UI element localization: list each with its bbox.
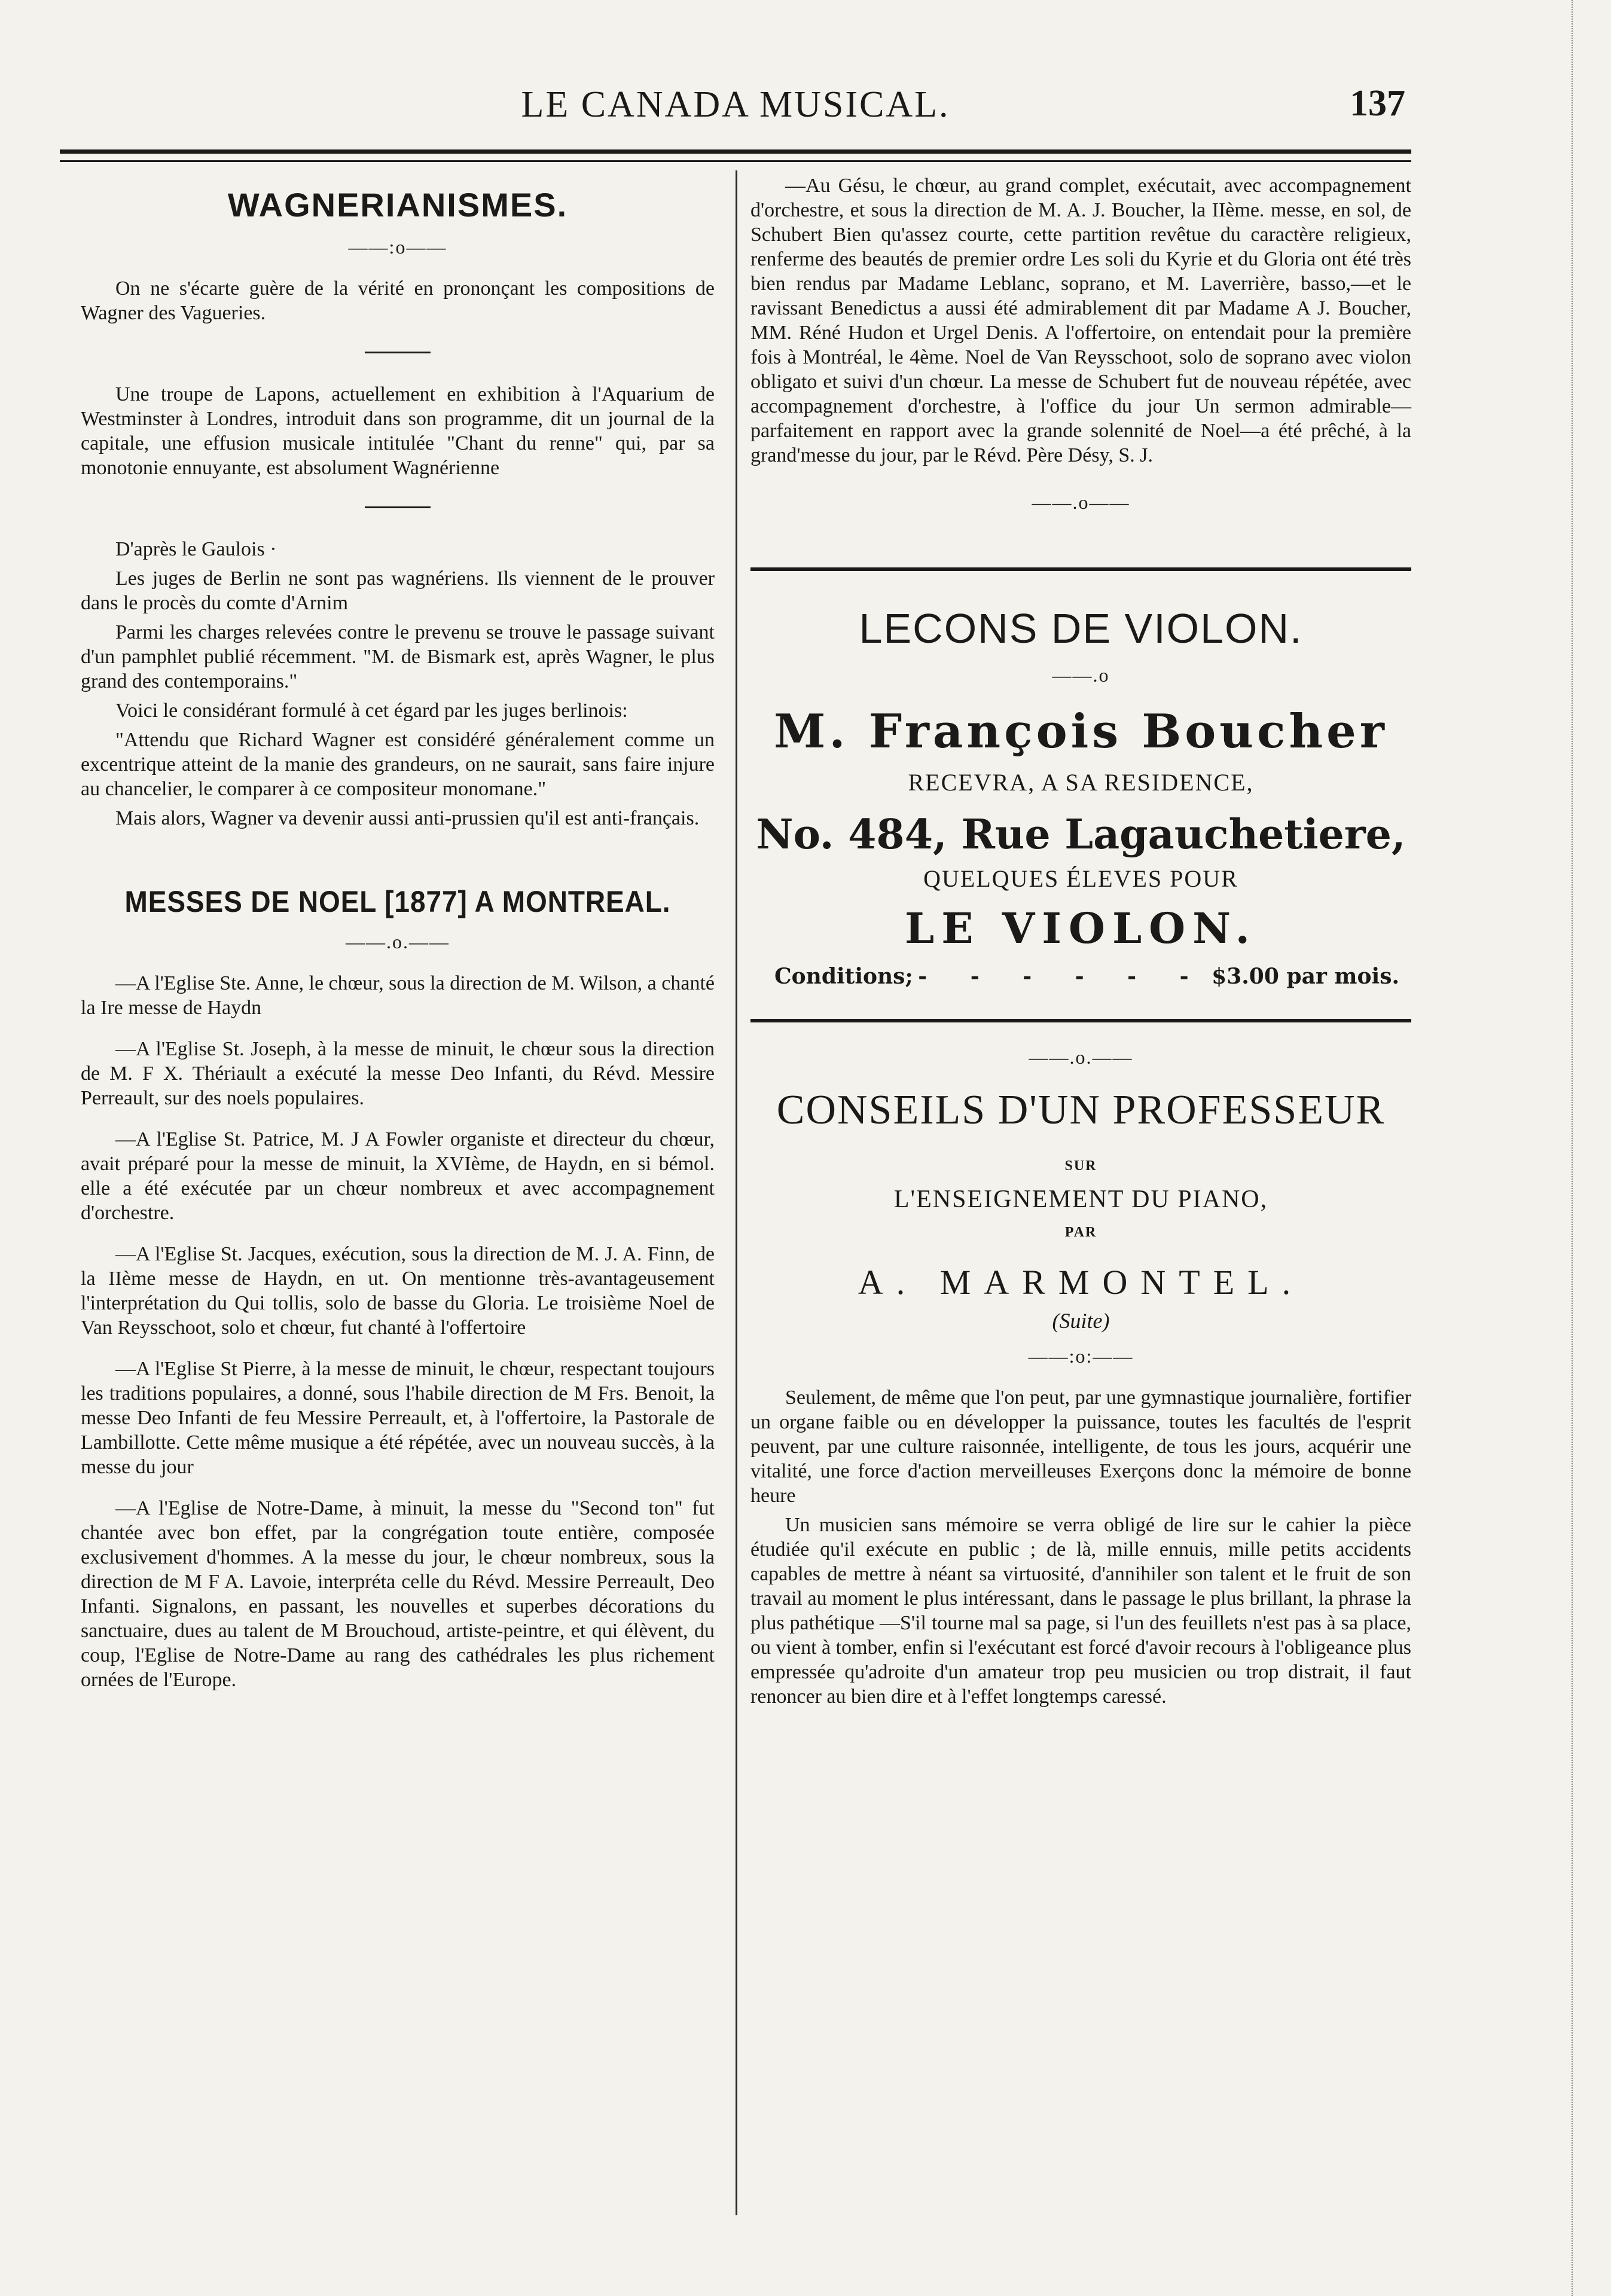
messes-paragraph-5: —A l'Eglise St Pierre, à la messe de minuit, le chœur, respectant toujours les traditions populaires, a donné, sous l'habile direction de M Frs. Benoit, la messe Deo Infanti de feu Messire Perreault, et, à l'offertoire, la Pastorale de Lambillotte. Cette même musique a été répétée, avec un nouveau succès, à la messe du jour <box>81 1358 715 1478</box>
messes-paragraph-1: —A l'Eglise Ste. Anne, le chœur, sous la direction de M. Wilson, a chanté la Ire messe de Haydn <box>81 972 715 1019</box>
ad-receives-line: RECEVRA, A SA RESIDENCE, <box>908 769 1254 796</box>
short-rule <box>365 506 431 508</box>
ad-pupils-line: QUELQUES ÉLEVES POUR <box>923 865 1238 892</box>
running-head: LE CANADA MUSICAL. <box>521 84 950 125</box>
separator: ——.o.—— <box>346 931 450 952</box>
separator: ——.o <box>1052 664 1110 686</box>
wagner-paragraph-4: Les juges de Berlin ne sont pas wagnériens. Ils viennent de le prouver dans le procès du comte d'Arnim <box>81 567 715 614</box>
violin-lessons-ad <box>750 567 1411 1022</box>
ad-teacher-name: M. François Boucher <box>774 704 1388 759</box>
ad-title: LECONS DE VIOLON. <box>859 605 1303 652</box>
messes-paragraph-3: —A l'Eglise St. Patrice, M. J A Fowler organiste et directeur du chœur, avait préparé pour la messe de minuit, la XVIème, de Haydn, en si bémol. elle a été exécutée par un chœur nombreux et avec accompagnement d'orchestre. <box>81 1128 715 1224</box>
header-rule-thin <box>60 160 1411 162</box>
ad-price: $3.00 par mois. <box>1212 964 1399 989</box>
separator: ——:o—— <box>348 236 447 258</box>
conseils-par: PAR <box>1064 1225 1097 1240</box>
right-column <box>750 173 1411 1714</box>
ad-conditions-dashes: - - - - - - <box>918 964 1207 989</box>
ad-conditions-label: Conditions; <box>774 964 913 989</box>
short-rule <box>365 352 431 353</box>
messes-paragraph-2: —A l'Eglise St. Joseph, à la messe de minuit, le chœur sous la direction de M. F X. Thériault a exécuté la messe Deo Infanti, du Révd. Messire Perreault, sur des noels populaires. <box>81 1038 715 1109</box>
wagner-paragraph-8: Mais alors, Wagner va devenir aussi anti-prussien qu'il est anti-français. <box>115 807 700 829</box>
page-number: 137 <box>1350 83 1405 124</box>
messes-de-noel-title: MESSES DE NOEL [1877] A MONTREAL. <box>124 885 671 918</box>
ad-instrument: LE VIOLON. <box>904 903 1258 953</box>
conseils-subtitle: L'ENSEIGNEMENT DU PIANO, <box>893 1186 1268 1213</box>
header-rule-thick <box>60 149 1411 154</box>
ad-top-rule <box>750 567 1411 571</box>
ad-address: No. 484, Rue Lagauchetiere, <box>756 811 1406 859</box>
separator: ——:o:—— <box>1028 1345 1134 1367</box>
conseils-author: A. MARMONTEL. <box>858 1263 1304 1302</box>
conseils-paragraph-1: Seulement, de même que l'on peut, par une gymnastique journalière, fortifier un organe faible ou en développer la puissance, toutes les facultés de l'esprit peuvent, par une culture raisonnée, intelligente, de tous les jours, acquérir une vitalité, une force d'action merveilleuses Exerçons donc la mémoire de bonne heure <box>750 1387 1411 1507</box>
wagner-paragraph-1: On ne s'écarte guère de la vérité en prononçant les compositions de Wagner des Vagueries. <box>81 277 715 324</box>
separator: ——.o.—— <box>1029 1046 1133 1068</box>
ad-conditions-row <box>750 964 1411 989</box>
conseils-suite: (Suite) <box>1052 1309 1110 1333</box>
conseils-paragraph-2: Un musicien sans mémoire se verra obligé de lire sur le cahier la pièce étudiée qu'il exécute en public ; de là, mille ennuis, mille petits accidents capables de mettre à néant sa virtuosité, d'annihiler son talent et le fruit de son travail au moment le plus intéressant, dans le passage le plus brillant, la phrase la plus pathétique —S'il tourne mal sa page, si l'un des feuillets n'est pas à sa place, ou vient à tomber, enfin si l'exécutant est forcé d'avoir recours à l'obligeance plus empressée qu'adroite d'un amateur trop peu musicien ou trop distrait, il faut renoncer au bien dire et à l'effet longtemps caressé. <box>750 1514 1411 1708</box>
left-column <box>81 173 715 1697</box>
gesu-paragraph: —Au Gésu, le chœur, au grand complet, exécutait, avec accompagnement d'orchestre, et sous la direction de M. A. J. Boucher, la IIème. messe, en sol, de Schubert Bien qu'assez courte, cette partition revêtue du caractère religieux, renferme des beautés de premier ordre Les soli du Kyrie et du Gloria ont été très bien rendus par Madame Leblanc, soprano, et M. Laverrière, basso,—et le ravissant Benedictus a aussi été admirablement dit par Madame A J. Boucher, MM. Réné Hudon et Urgel Denis. A l'offertoire, on entendait pour la première fois à Montréal, le 4ème. Noel de Van Reysschoot, solo de soprano avec violon obligato et suivi d'un chœur. La messe de Schubert fut de nouveau répétée, avec accompagnement d'orchestre, à l'office du jour Un sermon admirable—parfaitement en rapport avec la grande solennité de Noel—a été prêché, à la grand'messe du jour, par le Révd. Père Désy, S. J. <box>750 175 1411 466</box>
wagnerianismes-title: WAGNERIANISMES. <box>227 186 568 224</box>
wagner-paragraph-5: Parmi les charges relevées contre le prevenu se trouve le passage suivant d'un pamphlet publié récemment. "M. de Bismark est, après Wagner, le plus grand des contemporains." <box>81 621 715 692</box>
page-edge-bleed <box>1572 0 1585 2296</box>
wagner-paragraph-2: Une troupe de Lapons, actuellement en exhibition à l'Aquarium de Westminster à Londres, introduit dans son programme, dit un journal de la capitale, une effusion musicale intitulée "Chant du renne" qui, par sa monotonie ennuyante, est absolument Wagnérienne <box>81 383 715 479</box>
separator: ——.o—— <box>1032 491 1130 513</box>
conseils-title: CONSEILS D'UN PROFESSEUR <box>776 1087 1386 1133</box>
messes-paragraph-4: —A l'Eglise St. Jacques, exécution, sous la direction de M. J. A. Finn, de la IIème messe de Haydn, en ut. On mentionne très-avantageusement l'interprétation du Qui tollis, solo de basse du Gloria. Le troisième Noel de Van Reysschoot, solo et chœur, fut chanté à l'offertoire <box>81 1243 715 1339</box>
wagner-paragraph-7: "Attendu que Richard Wagner est considéré généralement comme un excentrique atteint de la manie des grandeurs, on ne saurait, sans faire injure au chancelier, le comparer à ce compositeur monomane." <box>81 729 715 800</box>
wagner-paragraph-6: Voici le considérant formulé à cet égard par les juges berlinois: <box>115 700 628 722</box>
ad-bottom-rule <box>750 1019 1411 1022</box>
column-divider <box>736 170 737 2215</box>
conseils-sur: SUR <box>1064 1158 1097 1174</box>
messes-paragraph-6: —A l'Eglise de Notre-Dame, à minuit, la messe du "Second ton" fut chantée avec bon effet, par la congrégation toute entière, composée exclusivement d'hommes. A la messe du jour, le chœur nombreux, sous la direction de M F A. Lavoie, interpréta celle du Révd. Messire Perreault, Deo Infanti. Signalons, en passant, les nouvelles et superbes décorations du sanctuaire, dues au talent de M Brouchoud, artiste-peintre, et qui élèvent, du coup, l'Eglise de Notre-Dame au rang des cathédrales les plus richement ornées de l'Europe. <box>81 1497 715 1691</box>
wagner-paragraph-3: D'après le Gaulois · <box>115 538 277 560</box>
